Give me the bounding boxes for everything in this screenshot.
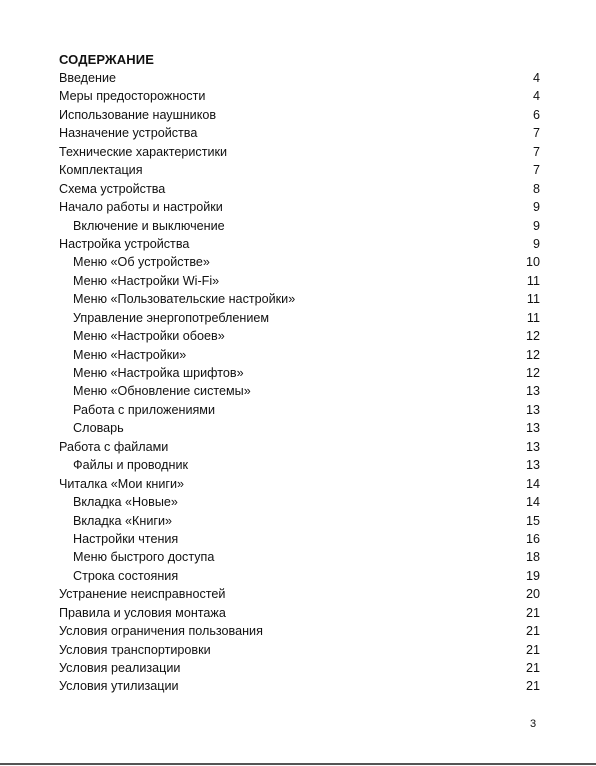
toc-entry-label: Условия утилизации: [59, 679, 179, 694]
toc-entry-page: 13: [525, 402, 540, 417]
toc-entry: [59, 198, 540, 216]
toc-entry: [59, 346, 540, 364]
toc-dot-leader: [170, 450, 523, 451]
toc-entry-page: 21: [525, 624, 540, 639]
toc-entry: [59, 106, 540, 124]
toc-entry-page: 20: [525, 587, 540, 602]
toc-entry: [59, 309, 540, 327]
toc-entry-page: 21: [525, 642, 540, 657]
toc-dot-leader: [271, 321, 523, 322]
toc-entry-label: Меню быстрого доступа: [73, 550, 215, 565]
toc-entry-page: 15: [525, 513, 540, 528]
toc-dot-leader: [180, 505, 523, 506]
toc-entry: [59, 641, 540, 659]
toc-entry: [59, 548, 540, 566]
toc-dot-leader: [229, 155, 523, 156]
toc-entry-page: 11: [526, 292, 540, 307]
toc-dot-leader: [221, 284, 523, 285]
toc-dot-leader: [217, 413, 523, 414]
toc-entry-page: 4: [532, 89, 540, 104]
toc-entry-label: Назначение устройства: [59, 126, 198, 141]
toc-entry: [59, 677, 540, 695]
toc-dot-leader: [126, 431, 523, 432]
toc-dot-leader: [216, 560, 523, 561]
toc-entry-page: 13: [525, 439, 540, 454]
toc-entry-label: Работа с файлами: [59, 439, 169, 454]
toc-entry: [59, 217, 540, 235]
toc-entry-page: 9: [532, 236, 540, 251]
toc-entry-label: Условия реализации: [59, 661, 181, 675]
toc-entry: [59, 530, 540, 548]
toc-dot-leader: [228, 616, 523, 617]
toc-entry-page: 16: [525, 531, 540, 546]
toc-entry-page: 21: [525, 605, 540, 620]
toc-entry: [59, 493, 540, 511]
toc-entry-page: 11: [526, 273, 540, 288]
toc-entry: [59, 475, 540, 493]
toc-entry-page: 14: [525, 476, 540, 491]
page-number: 3: [530, 718, 537, 730]
toc-dot-leader: [227, 597, 523, 598]
toc-entry-label: Вкладка «Книги»: [73, 513, 173, 528]
toc-entry-label: Настройки чтения: [73, 531, 179, 546]
toc-entry-label: Меню «Настройки Wi-Fi»: [73, 273, 220, 288]
toc-entry-label: Меню «Об устройстве»: [73, 255, 210, 270]
toc-entry-label: Читалка «Мои книги»: [59, 476, 185, 491]
toc-dot-leader: [190, 468, 523, 469]
toc-entry: [59, 124, 540, 142]
toc-entry: [59, 364, 540, 382]
toc-dot-leader: [207, 99, 523, 100]
toc-entry: [59, 456, 540, 474]
toc-entry-label: Комплектация: [59, 163, 143, 178]
toc-entry-page: 9: [532, 218, 540, 233]
toc-entry: [59, 567, 540, 585]
toc-entry: [59, 161, 540, 179]
toc-entry-page: 7: [532, 144, 540, 159]
toc-dot-leader: [180, 542, 523, 543]
toc-dot-leader: [213, 653, 523, 654]
toc-dot-leader: [265, 634, 523, 635]
toc-entry: [59, 290, 540, 308]
toc-dot-leader: [174, 524, 523, 525]
toc-entry-label: Меры предосторожности: [59, 89, 206, 104]
toc-entry-label: Введение: [59, 71, 117, 85]
toc-dot-leader: [227, 229, 523, 230]
toc-dot-leader: [180, 579, 523, 580]
toc-entry-page: 13: [525, 421, 540, 436]
toc-dot-leader: [199, 136, 523, 137]
toc-entry-page: 21: [525, 661, 540, 675]
toc-entry: [59, 253, 540, 271]
toc-entry-label: Файлы и проводник: [73, 458, 188, 473]
toc-entry-page: 10: [525, 255, 540, 270]
toc-entry: [59, 585, 540, 603]
toc-dot-leader: [167, 192, 523, 193]
toc-dot-leader: [118, 81, 523, 82]
toc-entry-page: 14: [525, 495, 540, 510]
toc-dot-leader: [225, 210, 523, 211]
toc-entry-label: Правила и условия монтажа: [59, 605, 226, 620]
toc-entry-label: Схема устройства: [59, 181, 166, 196]
toc-entry-page: 13: [525, 458, 540, 473]
toc-dot-leader: [212, 265, 523, 266]
toc-entry-label: Меню «Пользовательские настройки»: [73, 292, 296, 307]
toc-entry-page: 12: [525, 347, 540, 362]
toc-dot-leader: [145, 173, 523, 174]
toc-entry: [59, 438, 540, 456]
toc-entry: [59, 87, 540, 105]
toc-entry-page: 21: [525, 679, 540, 694]
toc-entry-label: Меню «Настройки»: [73, 347, 187, 362]
toc-entry-page: 12: [525, 366, 540, 380]
toc-entry-page: 13: [525, 384, 540, 399]
toc-entry: [59, 659, 540, 677]
toc-entry: [59, 235, 540, 253]
toc-entry-label: Включение и выключение: [73, 218, 225, 233]
toc-entry-page: 7: [532, 126, 540, 141]
toc-dot-leader: [191, 247, 523, 248]
page-edge-divider: [0, 763, 596, 765]
toc-entry-label: Словарь: [73, 421, 124, 436]
toc-dot-leader: [246, 376, 523, 377]
toc-entry-page: 11: [526, 310, 540, 325]
toc-entry-label: Строка состояния: [73, 568, 179, 583]
toc-entry-page: 7: [532, 163, 540, 178]
toc-dot-leader: [188, 358, 523, 359]
toc-entry-page: 19: [525, 568, 540, 583]
toc-dot-leader: [218, 118, 523, 119]
toc-dot-leader: [182, 671, 523, 672]
toc-entry: [59, 604, 540, 622]
toc-entry-label: Использование наушников: [59, 107, 217, 122]
toc-entry-label: Настройка устройства: [59, 236, 190, 251]
toc-entry: [59, 382, 540, 400]
toc-entry-label: Технические характеристики: [59, 144, 228, 159]
toc-entry-page: 6: [532, 107, 540, 122]
toc-entry: [59, 512, 540, 530]
toc-entry-label: Работа с приложениями: [73, 402, 215, 417]
toc-entry-page: 8: [532, 181, 540, 196]
toc-entry: [59, 622, 540, 640]
toc-entry-page: 9: [532, 200, 540, 215]
toc-entry-label: Условия транспортировки: [59, 642, 211, 657]
toc-entry-page: 4: [532, 71, 540, 85]
toc-entry: [59, 419, 540, 437]
toc-entry-label: Меню «Настройки обоев»: [73, 329, 225, 344]
toc-entry-label: Начало работы и настройки: [59, 200, 223, 215]
toc-dot-leader: [181, 689, 523, 690]
toc-title: СОДЕРЖАНИЕ: [59, 52, 154, 67]
toc-entry-label: Меню «Обновление системы»: [73, 384, 251, 399]
toc-entry: [59, 327, 540, 345]
toc-dot-leader: [297, 302, 523, 303]
toc-dot-leader: [253, 394, 523, 395]
toc-entry-label: Меню «Настройка шрифтов»: [73, 366, 244, 380]
toc-entry-label: Устранение неисправностей: [59, 587, 226, 602]
toc-entry: [59, 69, 540, 87]
toc-entry-label: Вкладка «Новые»: [73, 495, 178, 510]
toc-entry: [59, 272, 540, 290]
toc-list: [59, 69, 540, 696]
toc-entry: [59, 401, 540, 419]
toc-entry-page: 18: [525, 550, 540, 565]
toc-entry: [59, 180, 540, 198]
toc-entry-label: Условия ограничения пользования: [59, 624, 263, 639]
toc-entry-page: 12: [525, 329, 540, 344]
toc-dot-leader: [227, 339, 523, 340]
toc-entry: [59, 143, 540, 161]
toc-entry-label: Управление энергопотреблением: [73, 310, 270, 325]
toc-dot-leader: [186, 487, 523, 488]
